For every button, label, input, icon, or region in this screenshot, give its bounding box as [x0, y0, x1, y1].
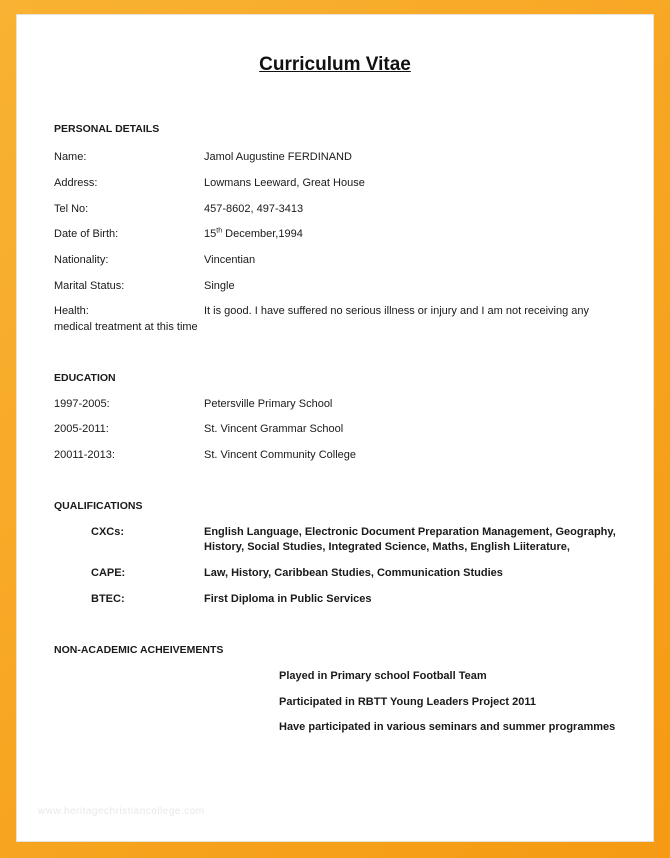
dob-ordinal: th	[216, 227, 223, 235]
dob-value	[204, 227, 303, 242]
marital-label: Marital Status:	[54, 280, 125, 292]
cxc-label: CXCs:	[91, 526, 125, 538]
btec-label: BTEC:	[91, 593, 125, 605]
name-value: Jamol Augustine FERDINAND	[204, 151, 352, 163]
cape-value: Law, History, Caribbean Studies, Communication Studies	[204, 567, 503, 579]
health-value-line2: medical treatment at this time	[54, 321, 198, 333]
dob-month-year: December,1994	[222, 228, 303, 240]
marital-value: Single	[204, 280, 235, 292]
education-heading: EDUCATION	[54, 372, 116, 384]
education-school: Petersville Primary School	[204, 398, 333, 410]
personal-details-heading: PERSONAL DETAILS	[54, 123, 160, 135]
education-school: St. Vincent Grammar School	[204, 423, 344, 435]
cape-label: CAPE:	[91, 567, 126, 579]
education-years: 20011-2013:	[54, 449, 115, 461]
education-years: 1997-2005:	[54, 398, 110, 410]
achievement-item: Participated in RBTT Young Leaders Project 2011	[279, 696, 536, 708]
watermark: www.heritagechristiancollege.com	[38, 806, 205, 817]
document-title: Curriculum Vitae	[259, 54, 411, 75]
achievements-heading: NON-ACADEMIC ACHEIVEMENTS	[54, 644, 224, 656]
tel-value: 457-8602, 497-3413	[204, 203, 304, 215]
health-value-line1: It is good. I have suffered no serious illness or injury and I am not receiving any	[204, 305, 590, 317]
name-label: Name:	[54, 151, 87, 163]
cxc-value-line1: English Language, Electronic Document Preparation Management, Geography,	[204, 526, 616, 538]
cxc-value-line2: History, Social Studies, Integrated Science, Maths, English Liiterature,	[204, 541, 570, 553]
address-label: Address:	[54, 177, 98, 189]
achievement-item: Have participated in various seminars and summer programmes	[279, 721, 616, 733]
education-school: St. Vincent Community College	[204, 449, 357, 461]
dob-day: 15	[204, 228, 217, 240]
health-label: Health:	[54, 305, 89, 317]
nationality-label: Nationality:	[54, 254, 109, 266]
education-years: 2005-2011:	[54, 423, 109, 435]
address-value: Lowmans Leeward, Great House	[204, 177, 365, 189]
btec-value: First Diploma in Public Services	[204, 593, 372, 605]
achievement-item: Played in Primary school Football Team	[279, 670, 487, 682]
qualifications-heading: QUALIFICATIONS	[54, 500, 143, 512]
nationality-value: Vincentian	[204, 254, 256, 266]
dob-label: Date of Birth:	[54, 228, 119, 240]
tel-label: Tel No:	[54, 203, 89, 215]
